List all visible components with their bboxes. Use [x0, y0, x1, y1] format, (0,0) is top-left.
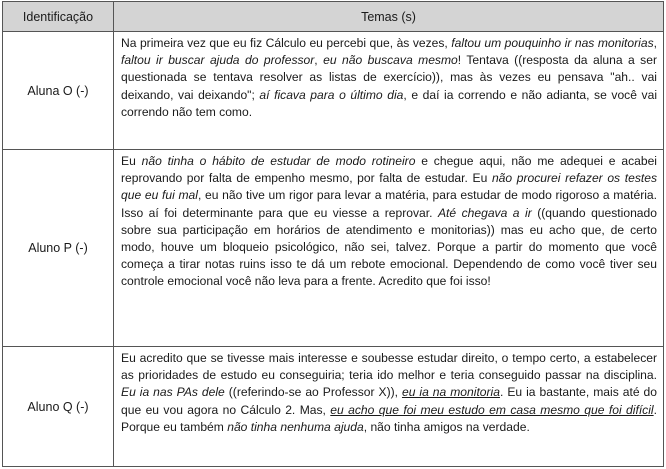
emphasized-quote: faltou um pouquinho ir nas monitorias [451, 36, 654, 50]
response-text: , [314, 53, 324, 68]
response-text: ((referindo-se ao Professor X)), [224, 385, 402, 400]
response-text: . Porque eu também [121, 402, 657, 434]
interview-table [2, 1, 664, 467]
response-text: , [653, 36, 658, 50]
student-id: Aluno Q (-) [3, 347, 114, 467]
response-text: e chegue aqui, não me adequei e acabei reprovando por falta de empenho mesmo, por falta de estudar. Eu [121, 154, 657, 186]
table-row [3, 32, 664, 150]
emphasized-quote: não procurei refazer os testes que eu fui mal [121, 171, 657, 203]
header-row [3, 2, 664, 32]
student-response [114, 32, 664, 150]
emphasized-quote: não tinha nenhuma ajuda [227, 419, 364, 434]
header-identification: Identificação [3, 2, 114, 32]
response-text: ! Tentava ((resposta da aluna a ser questionada se tentava resolver as listas de exercício)), mas às vezes eu pensava "ah.. vai deixando, vai deixando"; [121, 53, 657, 102]
emphasized-underlined-quote: eu acho que foi meu estudo em casa mesmo que foi difícil [330, 402, 654, 417]
response-text: Eu [121, 154, 142, 168]
response-text: , eu não tive um rigor para levar a matéria, para estudar de modo rigoroso a matéria. Isso aí foi determinante para que eu viesse a reprovar. [121, 188, 657, 220]
emphasized-quote: eu não buscava mesmo [323, 53, 458, 68]
table-row [3, 150, 664, 347]
response-text: . Eu ia bastante, mais até do que eu vou agora no Cálculo 2. Mas, [121, 385, 657, 417]
emphasized-quote: Eu ia nas PAs dele [121, 385, 225, 400]
student-id: Aluno P (-) [3, 150, 114, 347]
response-text: , não tinha amigos na verdade. [363, 419, 530, 434]
emphasized-quote: aí ficava para o último dia [259, 87, 404, 102]
emphasized-quote: não tinha o hábito de estudar de modo rotineiro [141, 154, 416, 168]
emphasized-underlined-quote: eu ia na monitoria [401, 385, 500, 400]
emphasized-quote: Até chegava a ir [437, 205, 532, 220]
student-response [114, 150, 664, 347]
header-themes: Temas (s) [114, 2, 664, 32]
table-row [3, 347, 664, 467]
response-text: ((quando questionado sobre sua participação em horários de atendimento e monitorias)) mas eu acho que, de certo modo, houve um bloqueio psicológico, não sei, talvez. Porque a partir do momento que você começa a tirar notas ruins isso te dá um rebote emocional. Dependendo de como você tiver seu controle emocional você não leva para a frente. Acredito que foi isso! [121, 205, 657, 289]
student-id: Aluna O (-) [3, 32, 114, 150]
student-response [114, 347, 664, 467]
emphasized-quote: faltou ir buscar ajuda do professor [121, 53, 315, 68]
response-text: Eu acredito que se tivesse mais interesse e soubesse estudar direito, o tempo certo, a estabelecer as prioridades de estudo eu conseguiria; teria ido melhor e teria conseguido passar na disciplina. [121, 351, 657, 383]
response-text: , e daí ia correndo e não adianta, se você vai correndo não tem como. [121, 87, 658, 119]
response-text: Na primeira vez que eu fiz Cálculo eu percebi que, às vezes, [121, 36, 452, 50]
